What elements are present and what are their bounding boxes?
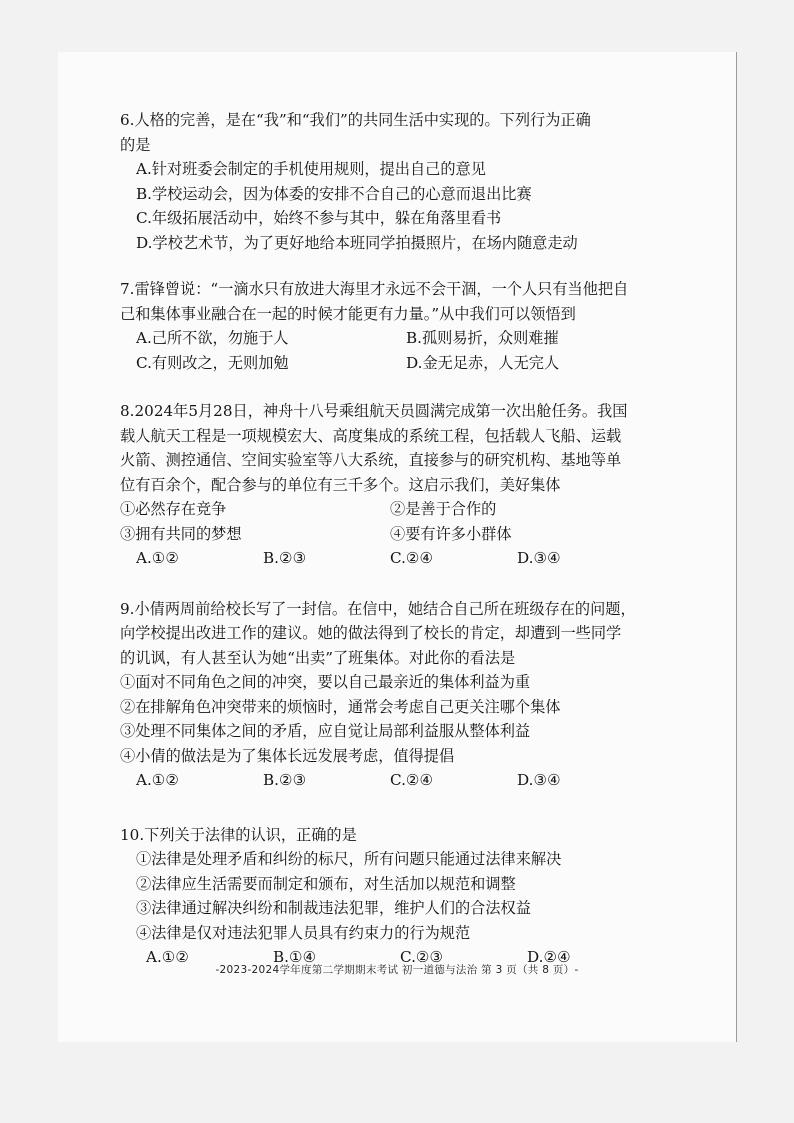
statement-3: ③拥有共同的梦想 — [120, 524, 242, 543]
option-c: C.有则改之，无则加勉 — [136, 353, 289, 372]
option-a: A.①② — [136, 771, 180, 789]
statement-row — [120, 522, 680, 547]
option-c: C.②④ — [390, 771, 434, 789]
question-stem-line: 向学校提出改进工作的建议。她的做法得到了校长的肯定，却遭到一些同学 — [120, 624, 622, 642]
question-stem-line: 10.下列关于法律的认识，正确的是 — [120, 825, 357, 844]
option-d: D.学校艺术节，为了更好地给本班同学拍摄照片，在场内随意走动 — [136, 233, 578, 252]
statement-3: ③法律通过解决纠纷和制裁违法犯罪，维护人们的合法权益 — [136, 899, 531, 917]
statement-4: ④要有许多小群体 — [390, 524, 512, 543]
option-d: D.②④ — [527, 948, 571, 966]
statement-1: ①法律是处理矛盾和纠纷的标尺，所有问题只能通过法律来解决 — [136, 850, 562, 868]
question-stem-line: 8.2024年5月28日，神舟十八号乘组航天员圆满完成第一次出舱任务。我国 — [120, 402, 628, 420]
option-b: B.学校运动会，因为体委的安排不合自己的心意而退出比赛 — [136, 184, 532, 203]
option-d: D.金无足赤，人无完人 — [406, 353, 560, 372]
statement-4: ④小倩的做法是为了集体长远发展考虑，值得提倡 — [120, 746, 455, 765]
question-7 — [120, 277, 680, 375]
option-row — [120, 768, 680, 793]
option-c: C.年级拓展活动中，始终不参与其中，躲在角落里看书 — [136, 209, 502, 227]
option-a: A.①② — [146, 948, 190, 966]
question-list — [120, 108, 680, 970]
option-b: B.②③ — [263, 771, 307, 789]
option-row — [120, 351, 680, 376]
option-row — [120, 546, 680, 571]
statement-2: ②法律应生活需要而制定和颁布，对生活加以规范和调整 — [136, 874, 516, 893]
option-a: A.①② — [136, 549, 180, 567]
question-stem-line: 火箭、测控通信、空间实验室等八大系统，直接参与的研究机构、基地等单 — [120, 451, 622, 469]
option-a: A.己所不欲，勿施于人 — [136, 329, 289, 347]
option-b: B.孤则易折，众则难摧 — [406, 329, 559, 347]
option-b: B.②③ — [263, 549, 307, 567]
option-a: A.针对班委会制定的手机使用规则，提出自己的意见 — [136, 160, 486, 178]
page-edge-line — [736, 52, 737, 1042]
option-d: D.③④ — [517, 771, 561, 789]
question-stem-line: 己和集体事业融合在一起的时候才能更有力量。”从中我们可以领悟到 — [120, 304, 576, 323]
option-b: B.①④ — [273, 948, 317, 966]
question-stem-line: 9.小倩两周前给校长写了一封信。在信中，她结合自己所在班级存在的问题， — [120, 599, 636, 618]
question-stem-line: 载人航天工程是一项规模宏大、高度集成的系统工程，包括载人飞船、运载 — [120, 426, 622, 445]
statement-3: ③处理不同集体之间的矛盾，应自觉让局部利益服从整体利益 — [120, 722, 531, 740]
statement-row — [120, 497, 680, 522]
question-stem-line: 的是 — [120, 135, 151, 154]
statement-2: ②在排解角色冲突带来的烦恼时，通常会考虑自己更关注哪个集体 — [120, 697, 561, 716]
question-stem-line: 7.雷锋曾说：“一滴水只有放进大海里才永远不会干涸，一个人只有当他把自 — [120, 280, 629, 298]
page-footer: -2023-2024学年度第二学期期末考试 初一道德与法治 第 3 页（共 8 页）- — [215, 964, 579, 976]
option-c: C.②③ — [400, 948, 444, 966]
statement-4: ④法律是仅对违法犯罪人员具有约束力的行为规范 — [136, 923, 471, 942]
question-stem-line: 的讥讽，有人甚至认为她“出卖”了班集体。对此你的看法是 — [120, 648, 516, 667]
statement-1: ①必然存在竞争 — [120, 500, 227, 518]
question-10 — [120, 823, 680, 970]
option-row — [120, 326, 680, 351]
option-c: C.②④ — [390, 549, 434, 567]
statement-1: ①面对不同角色之间的冲突，要以自己最亲近的集体利益为重 — [120, 673, 531, 691]
question-8 — [120, 399, 680, 571]
statement-2: ②是善于合作的 — [390, 500, 497, 518]
question-6 — [120, 108, 680, 255]
question-9 — [120, 597, 680, 793]
question-stem-line: 6.人格的完善，是在“我”和“我们”的共同生活中实现的。下列行为正确 — [120, 111, 591, 129]
question-stem-line: 位有百余个，配合参与的单位有三千多个。这启示我们，美好集体 — [120, 475, 561, 494]
option-d: D.③④ — [517, 549, 561, 567]
